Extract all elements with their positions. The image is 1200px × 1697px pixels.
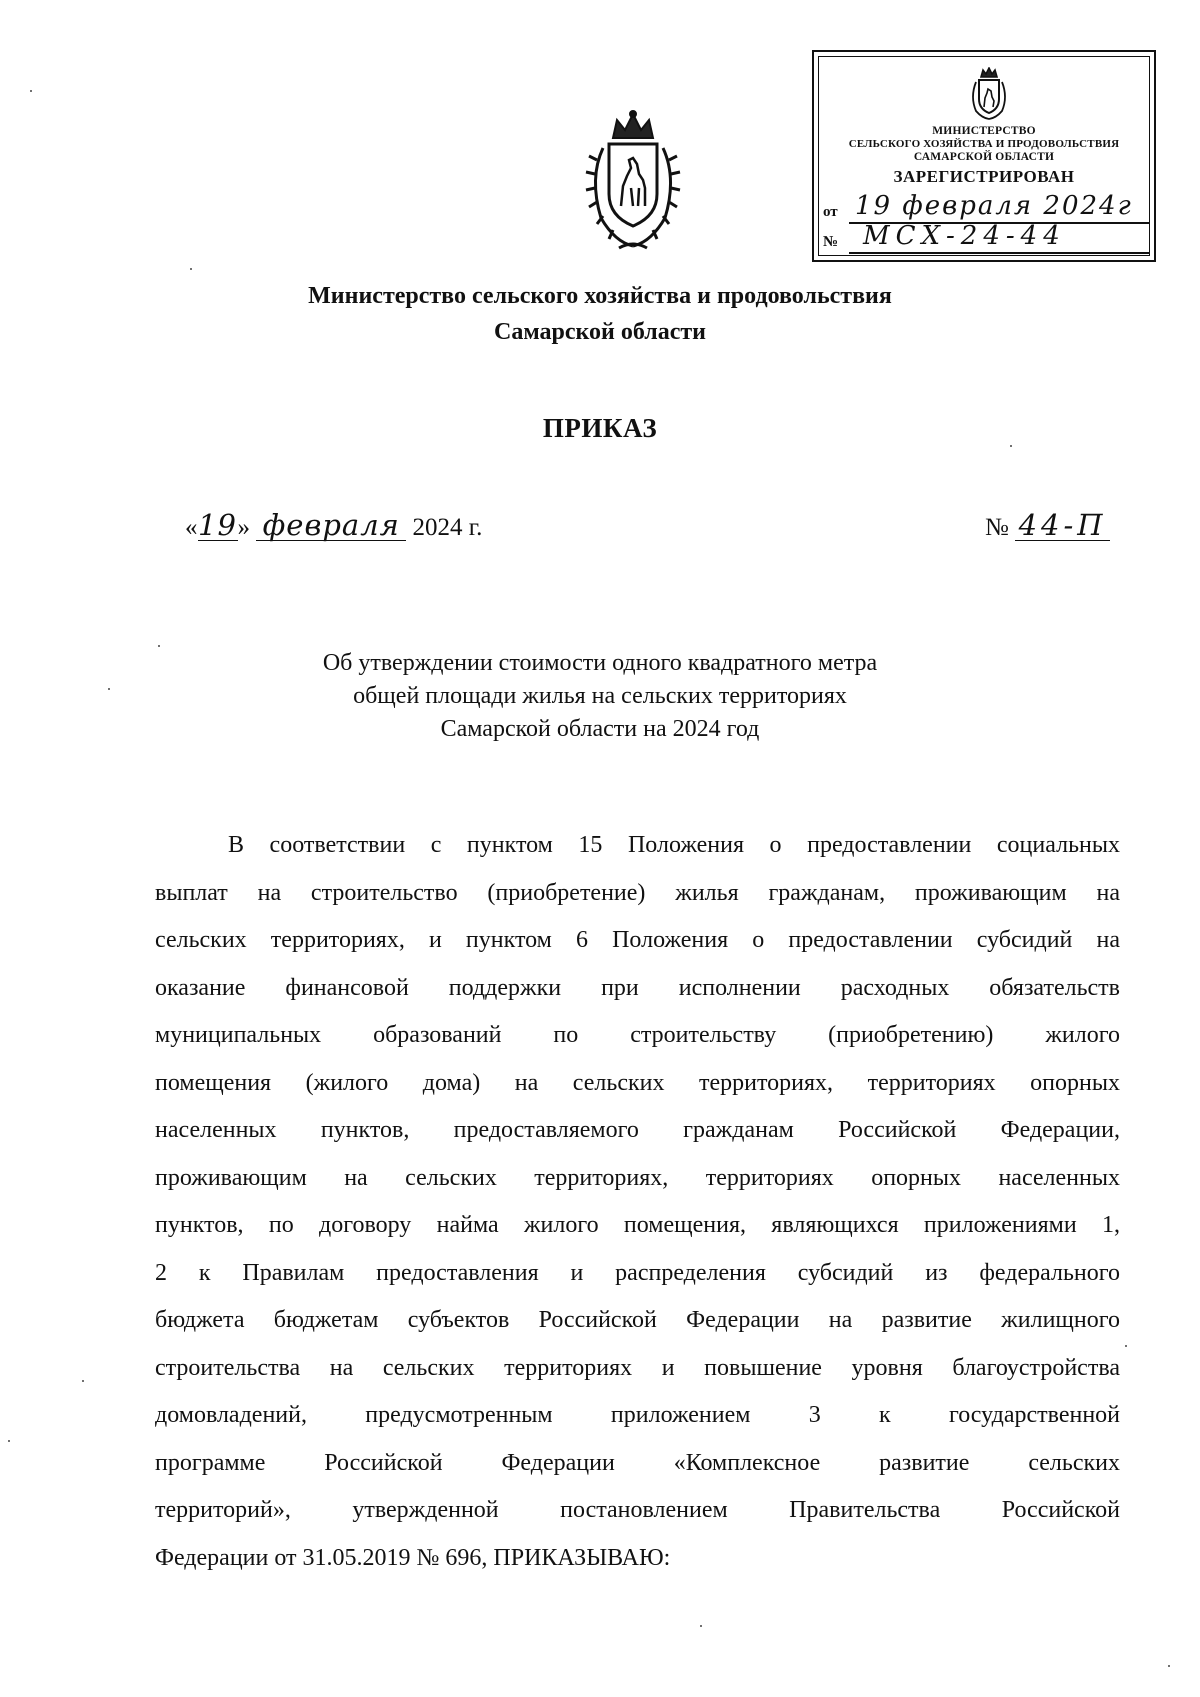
body-line: проживающим на сельских территориях, территориях опорных населенных xyxy=(155,1164,1120,1191)
stamp-coat-of-arms-icon xyxy=(967,67,1011,121)
body-line: сельских территориях, и пунктом 6 Положения о предоставлении субсидий на xyxy=(155,927,1120,953)
body-line: территорий», утвержденной постановлением Правительства Российской xyxy=(155,1497,1120,1523)
stamp-number-label: № xyxy=(823,234,839,250)
order-number-handwritten: 44-П xyxy=(1015,510,1110,541)
scan-speck xyxy=(1010,445,1012,447)
body-line: муниципальных образований по строительству (приобретению) жилого xyxy=(155,1022,1120,1048)
subject-line2: общей площади жилья на сельских территориях xyxy=(353,683,847,709)
date-month-handwritten: февраля xyxy=(256,510,406,541)
scan-speck xyxy=(30,90,32,92)
subject-line3: Самарской области на 2024 год xyxy=(440,716,760,742)
body-line: пунктов, по договору найма жилого помещения, являющихся приложениями 1, xyxy=(155,1212,1120,1238)
date-open-quote: « xyxy=(185,514,198,541)
ministry-name-line1: Министерство сельского хозяйства и продовольствия xyxy=(308,283,892,309)
scan-speck xyxy=(1125,1345,1127,1347)
ministry-header xyxy=(0,278,1200,350)
document-type-title: ПРИКАЗ xyxy=(542,413,658,443)
order-number xyxy=(985,510,1110,542)
stamp-number-underline xyxy=(849,252,1149,254)
ministry-name-line2: Самарской области xyxy=(494,319,706,345)
order-body-paragraph xyxy=(155,822,1120,1582)
date-year: 2024 г. xyxy=(412,514,483,541)
date-close-quote: » xyxy=(237,514,250,541)
scan-speck xyxy=(1168,1665,1170,1667)
stamp-registered-label: ЗАРЕГИСТРИРОВАН xyxy=(893,167,1075,186)
body-line: помещения (жилого дома) на сельских территориях, территориях опорных xyxy=(155,1069,1120,1096)
body-line: бюджета бюджетам субъектов Российской Федерации на развитие жилищного xyxy=(155,1307,1120,1333)
body-line: выплат на строительство (приобретение) жилья гражданам, проживающим на xyxy=(155,879,1120,906)
registration-stamp xyxy=(812,50,1156,262)
order-subject xyxy=(0,647,1200,746)
stamp-ministry-line3: САМАРСКОЙ ОБЛАСТИ xyxy=(913,151,1055,163)
scan-speck xyxy=(108,688,110,690)
coat-of-arms-icon xyxy=(575,108,691,256)
stamp-from-label: от xyxy=(823,204,838,220)
body-line: программе Российской Федерации «Комплексное развитие сельских xyxy=(155,1449,1120,1476)
stamp-date-row xyxy=(823,191,1133,221)
body-line: В соответствии с пунктом 15 Положения о предоставлении социальных xyxy=(228,832,1120,858)
date-day-handwritten: 19 xyxy=(198,508,237,542)
stamp-handwritten-date: 19 февраля 2024г xyxy=(855,191,1133,221)
body-line: 2 к Правилам предоставления и распределения субсидий из федерального xyxy=(155,1259,1120,1286)
body-line: населенных пунктов, предоставляемого гражданам Российской Федерации, xyxy=(155,1117,1120,1143)
subject-line1: Об утверждении стоимости одного квадратного метра xyxy=(322,650,878,676)
body-line: оказание финансовой поддержки при исполнении расходных обязательств xyxy=(155,974,1120,1001)
order-number-label: № xyxy=(985,514,1009,541)
scan-speck xyxy=(82,1380,84,1382)
scan-speck xyxy=(158,645,160,647)
body-line: строительства на сельских территориях и повышение уровня благоустройства xyxy=(155,1354,1120,1381)
scan-speck xyxy=(8,1440,10,1442)
body-line: домовладений, предусмотренным приложением 3 к государственной xyxy=(155,1402,1120,1428)
body-line: Федерации от 31.05.2019 № 696, ПРИКАЗЫВАЮ: xyxy=(155,1544,671,1571)
stamp-number-row xyxy=(823,221,1066,251)
stamp-ministry-line1: МИНИСТЕРСТВО xyxy=(932,125,1036,137)
stamp-ministry-line2: СЕЛЬСКОГО ХОЗЯЙСТВА И ПРОДОВОЛЬСТВИЯ xyxy=(848,138,1120,150)
scan-speck xyxy=(700,1625,702,1627)
scan-speck xyxy=(190,268,192,270)
order-date xyxy=(185,510,482,542)
stamp-inner-frame xyxy=(818,56,1150,256)
stamp-handwritten-number: МСХ-24-44 xyxy=(863,221,1066,251)
